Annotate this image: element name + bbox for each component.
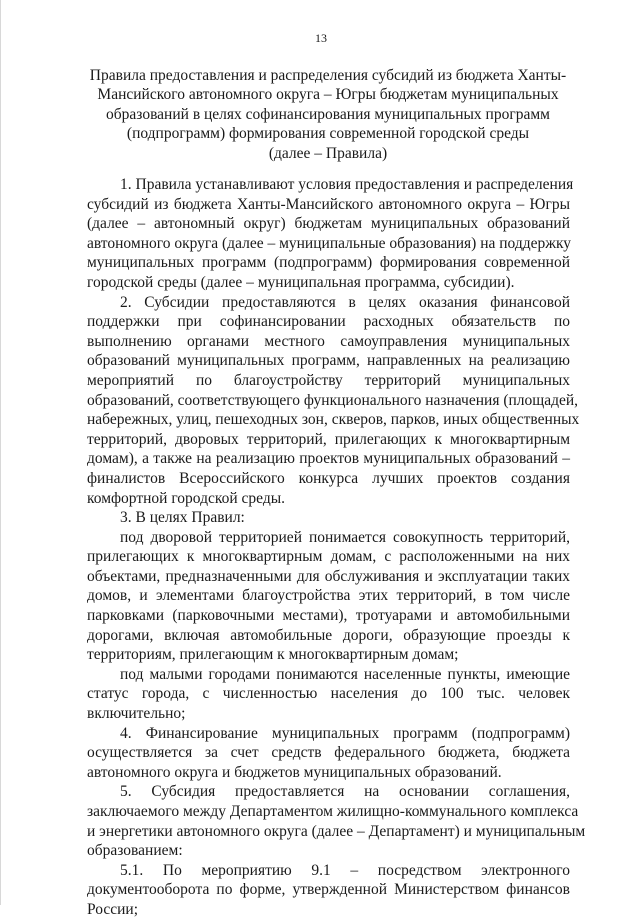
paragraph-3-heading: 3. В целях Правил:: [120, 509, 245, 527]
paragraph-1-line: городской среды (далее – муниципальная программа, субсидии).: [87, 273, 515, 291]
paragraph-1-line: автономного округа (далее – муниципальные образования) на поддержку: [87, 234, 572, 252]
paragraph-2-line: образований муниципальных программ, направленных на реализацию: [87, 352, 570, 370]
title-line: Мансийского автономного округа – Югры бюджетам муниципальных: [97, 86, 559, 104]
paragraph-1-line: (далее – автономный округ) бюджетам муниципальных образований: [87, 215, 570, 233]
paragraph-5-1-line: документооборота по форме, утвержденной Министерством финансов: [87, 881, 570, 899]
paragraph-2-line: образований, соответствующего функционального назначения (площадей,: [87, 391, 579, 409]
title-line: образований в целях софинансирования муниципальных программ: [106, 105, 550, 123]
paragraph-2-line: поддержки при софинансировании расходных обязательств по: [87, 313, 570, 331]
paragraph-5-1-line: России;: [87, 900, 139, 918]
paragraph-4-line: 4. Финансирование муниципальных программ (подпрограмм): [120, 724, 570, 742]
paragraph-2-line: финалистов Всероссийского конкурса лучших проектов создания: [87, 469, 570, 487]
paragraph-2-line: 2. Субсидии предоставляются в целях оказания финансовой: [120, 293, 570, 311]
paragraph-5-line: заключаемого между Департаментом жилищно-коммунального комплекса: [87, 803, 579, 820]
paragraph-5-1-line: 5.1. По мероприятию 9.1 – посредством электронного: [120, 861, 570, 879]
paragraph-1-line: субсидий из бюджета Ханты-Мансийского автономного округа – Югры: [87, 195, 570, 213]
paragraph-5-line: образованием:: [87, 842, 183, 860]
paragraph-2-line: комфортной городской среды.: [87, 489, 286, 507]
paragraph-1-line: муниципальных программ (подпрограмм) формирования современной: [87, 254, 570, 272]
paragraph-3-definition-line: объектами, предназначенными для обслуживания и эксплуатации таких: [87, 567, 570, 585]
paragraph-2-line: набережных, улиц, пешеходных зон, скверов, парков, иных общественных: [87, 411, 580, 429]
paragraph-3-definition-line: дорогами, включая автомобильные дороги, образующие проезды к: [87, 626, 570, 644]
paragraph-3-definition-line: под малыми городами понимаются населенные пункты, имеющие: [120, 665, 570, 683]
paragraph-2-line: домам), а также на реализацию проектов муниципальных образований –: [87, 450, 570, 468]
paragraph-4-line: автономного округа и бюджетов муниципальных образований.: [87, 763, 502, 781]
paragraph-3-definition-line: под дворовой территорией понимается совокупность территорий,: [120, 528, 570, 546]
paragraph-5-line: и энергетики автономного округа (далее – Департамент) и муниципальным: [87, 822, 586, 840]
paragraph-2-line: мероприятий по благоустройству территорий муниципальных: [87, 371, 570, 389]
title-line: (далее – Правила): [268, 144, 388, 162]
paragraph-3-definition-line: территориям, прилегающим к многоквартирным домам;: [87, 646, 459, 664]
paragraph-1-line: 1. Правила устанавливают условия предоставления и распределения: [120, 176, 574, 193]
title-line: (подпрограмм) формирования современной городской среды: [126, 125, 530, 143]
paragraph-3-definition-line: статус города, с численностью населения до 100 тыс. человек: [87, 685, 570, 703]
paragraph-2-line: территорий, дворовых территорий, прилегающих к многоквартирным: [87, 430, 570, 448]
paragraph-5-line: 5. Субсидия предоставляется на основании соглашения,: [120, 783, 570, 801]
paragraph-3-definition-line: включительно;: [87, 705, 186, 723]
document-body: [87, 175, 586, 920]
paragraph-3-definition-line: домов, и элементами благоустройства этих территорий, в том числе: [87, 587, 570, 605]
page-number: 13: [315, 31, 327, 45]
paragraph-3-definition-line: прилегающих к многоквартирным домам, с расположенными на них: [87, 548, 570, 566]
paragraph-3-definition-line: парковками (парковочными местами), тротуарами и автомобильными: [87, 607, 570, 625]
paragraph-4-line: осуществляется за счет средств федерального бюджета, бюджета: [87, 744, 570, 762]
document-title: [81, 66, 575, 163]
paragraph-2-line: выполнению органами местного самоуправления муниципальных: [87, 332, 570, 350]
title-line: Правила предоставления и распределения субсидий из бюджета Ханты-: [89, 67, 567, 84]
